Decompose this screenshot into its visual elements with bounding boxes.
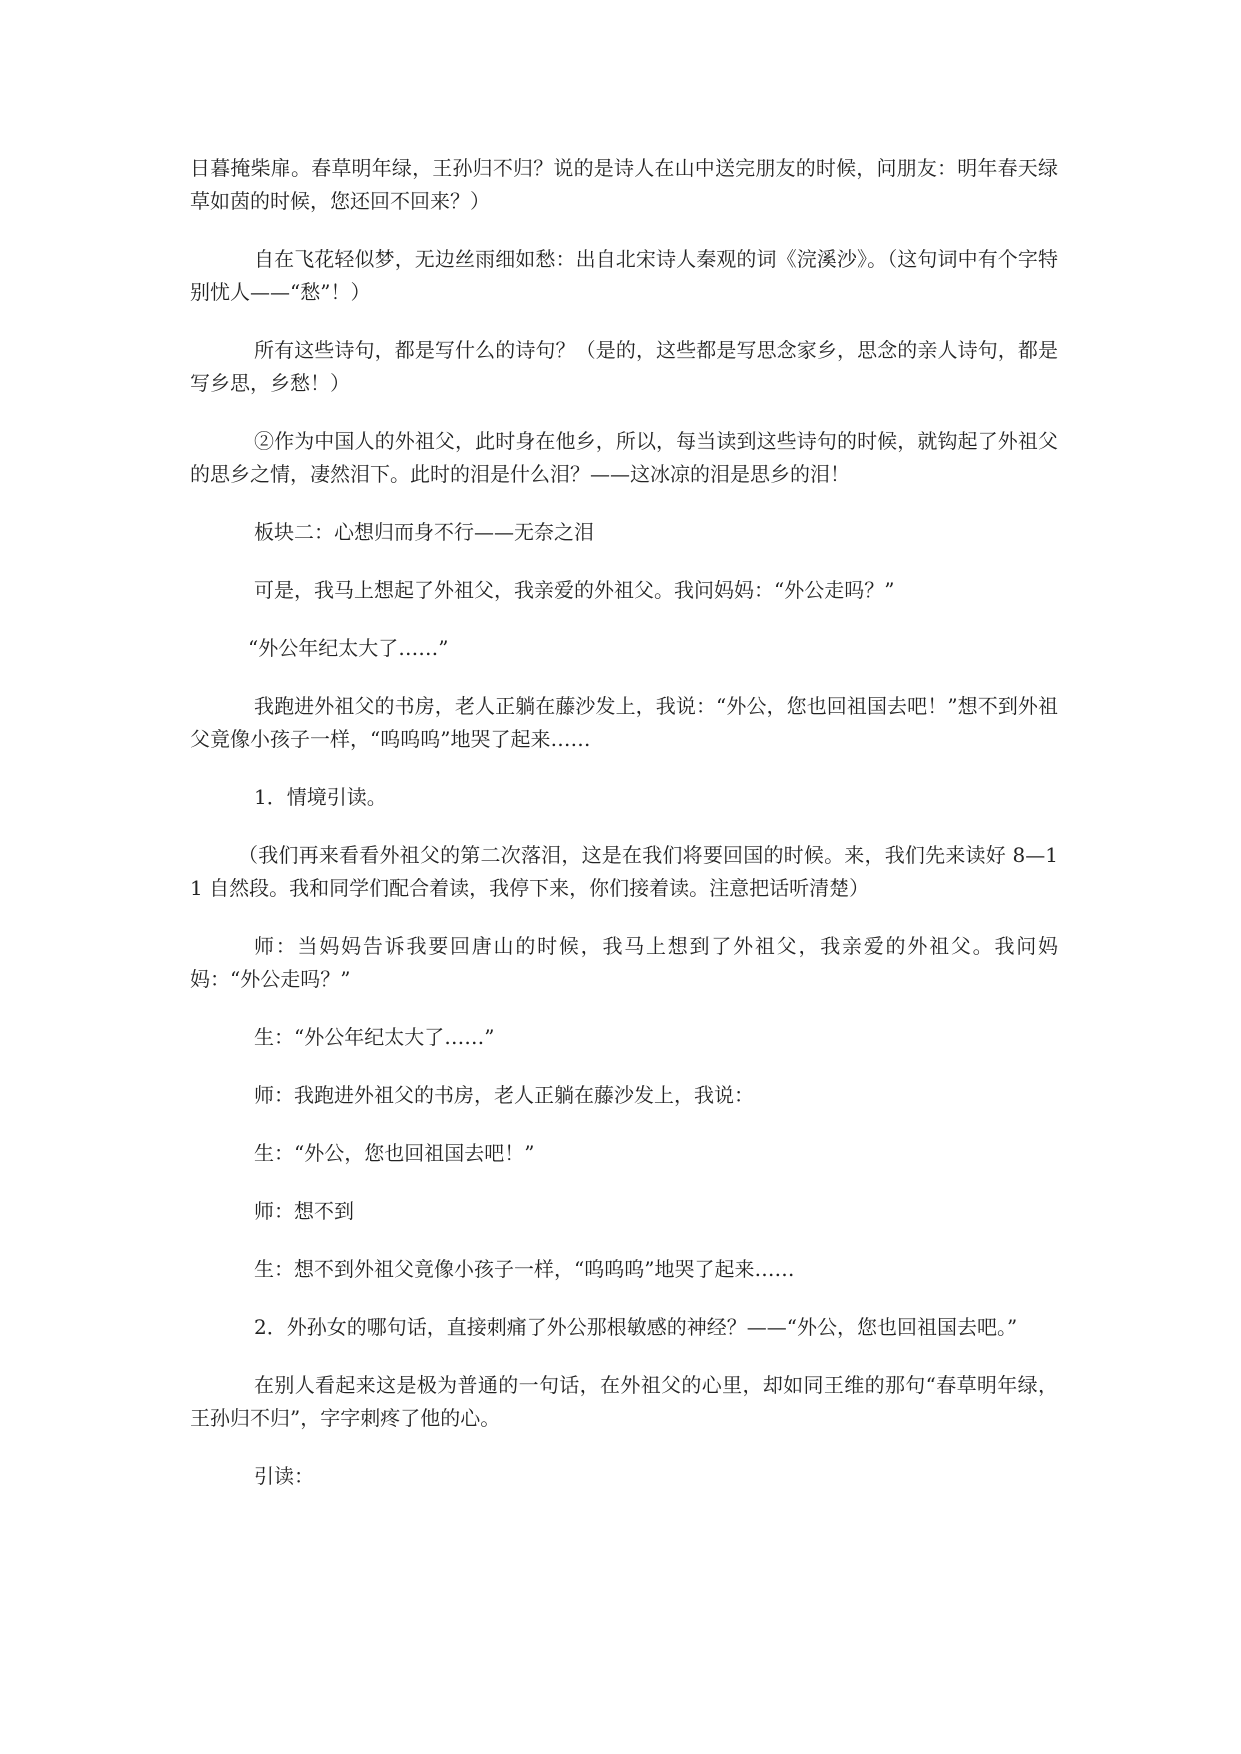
dialogue-student-1: 生：“外公年纪太大了……” <box>254 1025 495 1049</box>
dialogue-teacher-2: 师：我跑进外祖父的书房，老人正躺在藤沙发上，我说： <box>254 1083 754 1107</box>
dialogue-teacher-1: 师：当妈妈告诉我要回唐山的时候，我马上想到了外祖父，我亲爱的外祖父。我问妈妈：“外公走吗？” <box>190 934 1058 991</box>
paragraph-ask-mother: 可是，我马上想起了外祖父，我亲爱的外祖父。我问妈妈：“外公走吗？” <box>254 578 895 602</box>
paragraph-grandfather-tears: ②作为中国人的外祖父，此时身在他乡，所以，每当读到这些诗句的时候，就钩起了外祖父的思乡之情，凄然泪下。此时的泪是什么泪？——这冰凉的泪是思乡的泪！ <box>190 429 1058 486</box>
paragraph-second-tears: （我们再来看看外祖父的第二次落泪，这是在我们将要回国的时候。来，我们先来读好 8—11 自然段。我和同学们配合着读，我停下来，你们接着读。注意把话听清楚） <box>190 843 1058 900</box>
section-heading-block-two: 板块二：心想归而身不行——无奈之泪 <box>254 520 594 544</box>
dialogue-student-2: 生：“外公，您也回祖国去吧！” <box>254 1141 535 1165</box>
list-item-1: 1．情境引读。 <box>254 785 387 809</box>
paragraph-study-room: 我跑进外祖父的书房，老人正躺在藤沙发上，我说：“外公，您也回祖国去吧！”想不到外祖父竟像小孩子一样，“呜呜呜”地哭了起来…… <box>190 694 1058 751</box>
paragraph-poem-explanation: 日暮掩柴扉。春草明年绿，王孙归不归？说的是诗人在山中送完朋友的时候，问朋友：明年春天绿草如茵的时候，您还回不回来？） <box>190 156 1058 213</box>
document-page <box>190 152 1058 1518</box>
paragraph-quote-age: “外公年纪太大了……” <box>248 636 449 660</box>
paragraph-question-theme: 所有这些诗句，都是写什么的诗句？（是的，这些都是写思念家乡，思念的亲人诗句，都是写乡思，乡愁！） <box>190 338 1058 395</box>
paragraph-wang-wei: 在别人看起来这是极为普通的一句话，在外祖父的心里，却如同王维的那句“春草明年绿，王孙归不归”，字字刺疼了他的心。 <box>190 1373 1058 1430</box>
paragraph-qin-guan: 自在飞花轻似梦，无边丝雨细如愁：出自北宋诗人秦观的词《浣溪沙》。（这句词中有个字特别忧人——“愁”！） <box>190 247 1058 304</box>
dialogue-teacher-3: 师：想不到 <box>254 1199 354 1223</box>
dialogue-student-3: 生：想不到外祖父竟像小孩子一样，“呜呜呜”地哭了起来…… <box>254 1257 795 1281</box>
paragraph-lead-reading: 引读： <box>254 1464 314 1488</box>
list-item-2: 2．外孙女的哪句话，直接刺痛了外公那根敏感的神经？——“外公，您也回祖国去吧。” <box>254 1315 1018 1339</box>
